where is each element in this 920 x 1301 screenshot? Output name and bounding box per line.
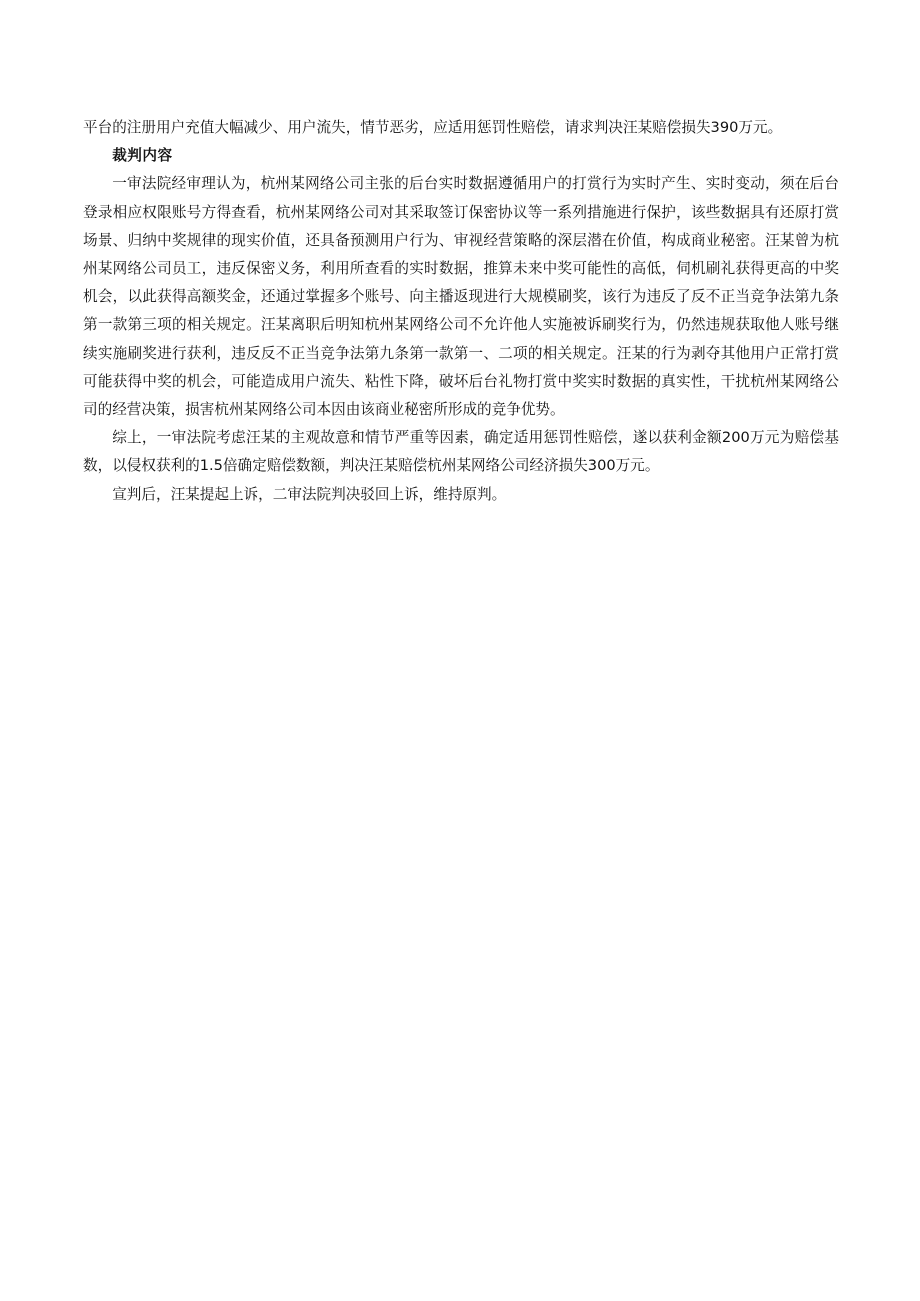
section-heading: 裁判内容 xyxy=(112,147,173,165)
paragraph-summary: 综上，一审法院考虑汪某的主观故意和情节严重等因素，确定适用惩罚性赔偿，遂以获利金额200万元为赔偿基数，以侵权获利的1.5倍确定赔偿数额，判决汪某赔偿杭州某网络公司经济损失300万元。 xyxy=(83,429,839,475)
paragraph-appeal: 宣判后，汪某提起上诉，二审法院判决驳回上诉，维持原判。 xyxy=(112,485,507,503)
continuation-paragraph: 平台的注册用户充值大幅减少、用户流失，情节恶劣，应适用惩罚性赔偿，请求判决汪某赔偿损失390万元。 xyxy=(83,119,783,136)
paragraph-reasoning: 一审法院经审理认为，杭州某网络公司主张的后台实时数据遵循用户的打赏行为实时产生、实时变动，须在后台登录相应权限账号方得查看，杭州某网络公司对其采取签订保密协议等一系列措施进行保护，该些数据具有还原打赏场景、归纳中奖规律的现实价值，还具备预测用户行为、审视经营策略的深层潜在价值，构成商业秘密。汪某曾为杭州某网络公司员工，违反保密义务，利用所查看的实时数据，推算未来中奖可能性的高低，伺机刷礼获得更高的中奖机会，以此获得高额奖金，还通过掌握多个账号、向主播返现进行大规模刷奖，该行为违反了反不正当竞争法第九条第一款第三项的相关规定。汪某离职后明知杭州某网络公司不允许他人实施被诉刷奖行为，仍然违规获取他人账号继续实施刷奖进行获利，违反反不正当竞争法第九条第一款第一、二项的相关规定。汪某的行为剥夺其他用户正常打赏可能获得中奖的机会，可能造成用户流失、粘性下降，破坏后台礼物打赏中奖实时数据的真实性，干扰杭州某网络公司的经营决策，损害杭州某网络公司本因由该商业秘密所形成的竞争优势。 xyxy=(83,175,839,419)
document-body xyxy=(83,114,839,509)
